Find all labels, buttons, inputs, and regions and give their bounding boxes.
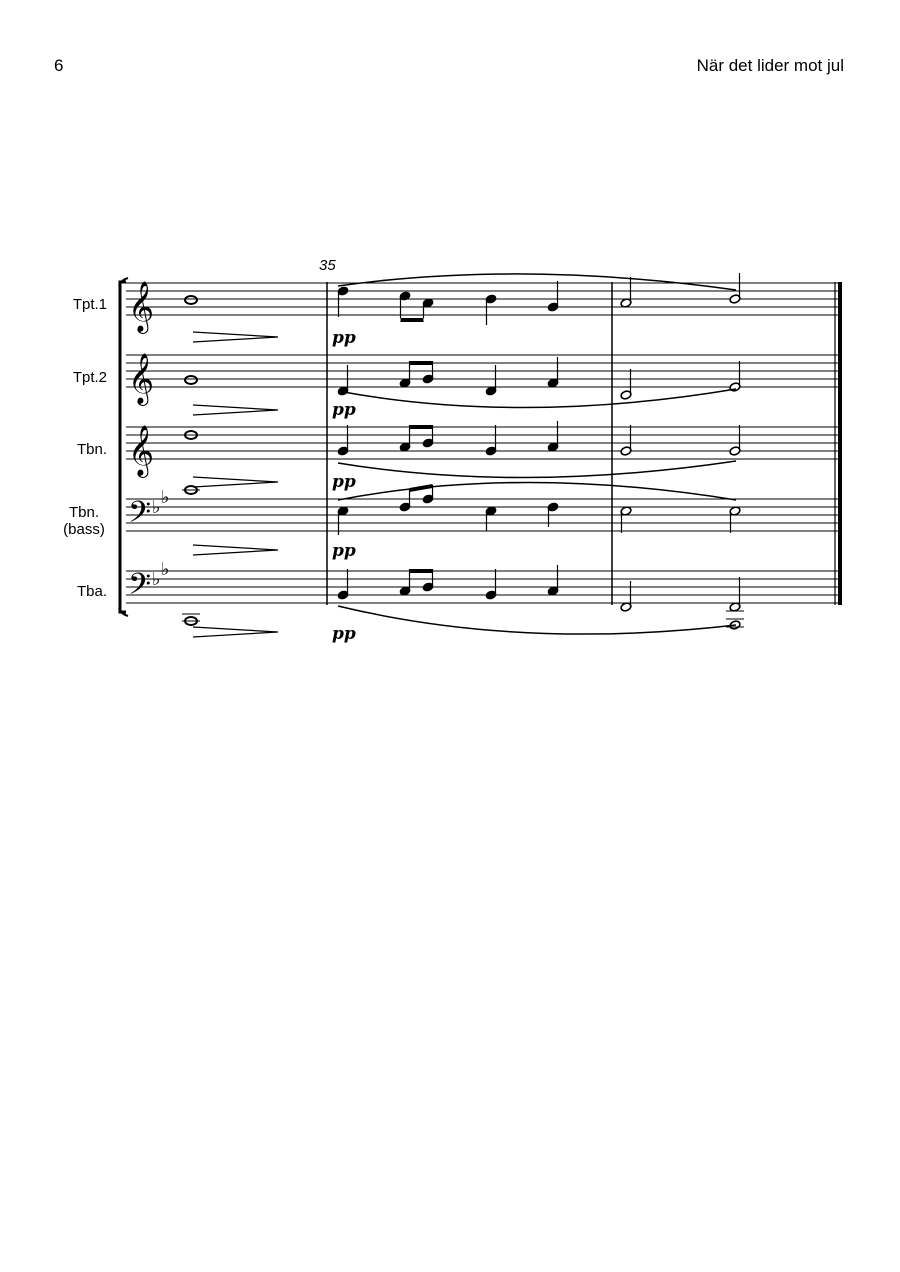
flat-sign: ♭ — [152, 569, 161, 590]
instrument-name-tpt2: Tpt.2 — [72, 369, 107, 386]
treble-clef: 𝄞 — [128, 353, 155, 404]
dynamic-pp: pp — [332, 472, 356, 492]
measure-number: 35 — [319, 257, 336, 274]
flat-sign: ♭ — [152, 497, 161, 518]
instrument-name-tbn-bass: Tbn. — [68, 504, 100, 521]
flat-sign: ♭ — [161, 559, 170, 580]
bass-clef: 𝄢 — [128, 496, 152, 537]
instrument-name-tbn: Tbn. — [76, 441, 107, 458]
treble-clef: 𝄞 — [128, 281, 155, 332]
instrument-name-tba: Tba. — [76, 583, 107, 600]
treble-clef: 𝄞 — [128, 425, 155, 476]
beam — [410, 569, 433, 573]
page-number: 6 — [54, 56, 64, 75]
slurs — [338, 274, 736, 634]
dynamic-pp: pp — [332, 541, 356, 561]
system-bracket — [120, 282, 126, 612]
notes — [337, 273, 744, 630]
dynamic-pp: pp — [332, 328, 356, 348]
dynamic-pp: pp — [332, 624, 356, 644]
piece-title: När det lider mot jul — [696, 56, 844, 75]
staves — [126, 283, 840, 603]
beam — [410, 425, 433, 429]
beam — [410, 361, 433, 365]
diminuendo-hairpins — [193, 332, 278, 637]
bass-clef: 𝄢 — [128, 568, 152, 609]
beam — [401, 318, 424, 322]
flat-sign: ♭ — [161, 487, 170, 508]
instrument-name-tpt1: Tpt.1 — [72, 296, 107, 313]
dynamic-pp: pp — [332, 400, 356, 420]
instrument-name-tbn-bass-line2: (bass) — [63, 521, 105, 538]
whole-notes — [182, 296, 200, 625]
